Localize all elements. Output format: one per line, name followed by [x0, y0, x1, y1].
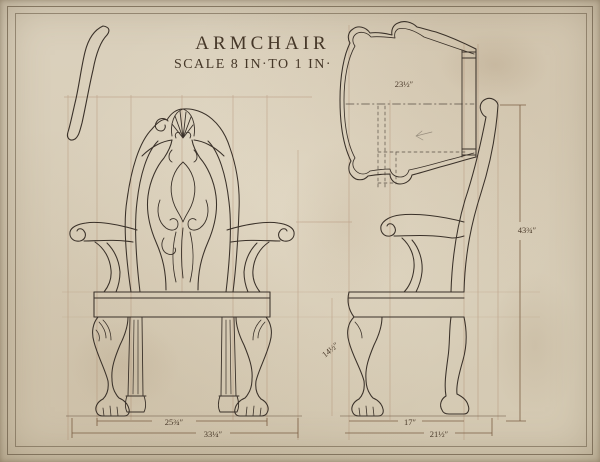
- splat-pierced-carving: [158, 150, 208, 282]
- dim-label-seat-height: 14½″: [319, 339, 341, 360]
- dim-label-overall-depth: 21½″: [429, 429, 449, 439]
- front-legs: [93, 317, 272, 416]
- crest-shell-carving: [171, 109, 194, 138]
- side-front-leg: [348, 317, 384, 416]
- plan-seat-inner-line: [344, 28, 474, 177]
- arm-detail-fragment: [67, 26, 108, 140]
- dim-label-overall-width: 33¼″: [203, 429, 223, 439]
- dim-label-plan-width: 23½″: [394, 79, 414, 89]
- plan-seat-outline: [340, 22, 476, 184]
- dim-label-overall-height: 43¾″: [517, 225, 537, 235]
- front-seat-rail: [94, 292, 270, 317]
- side-back-leg: [441, 317, 469, 414]
- scale-note: SCALE 8 IN·TO 1 IN·: [173, 57, 333, 72]
- plan-hidden-lines: [346, 104, 474, 188]
- side-seat: [348, 292, 464, 317]
- dim-label-front-leg-spread: 25¾″: [164, 417, 184, 427]
- dim-label-seat-depth: 17″: [403, 417, 417, 427]
- plan-view: [340, 22, 476, 188]
- side-view: [348, 98, 498, 416]
- side-back-stile: [451, 98, 498, 292]
- drawing-title: ARMCHAIR: [195, 33, 330, 54]
- front-back-legs: [126, 317, 240, 412]
- dimension-lines: [72, 105, 526, 438]
- dimension-labels: [165, 79, 537, 439]
- construction-lines: [62, 25, 540, 440]
